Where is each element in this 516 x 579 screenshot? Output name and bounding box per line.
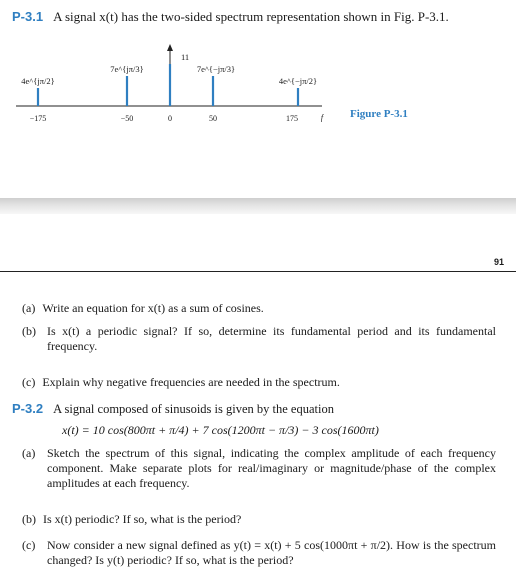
part-label: (a) — [22, 301, 36, 315]
spectrum-plot — [0, 38, 516, 133]
axis-arrow-icon — [167, 44, 173, 51]
part-label: (c) — [22, 375, 36, 389]
page-break-band — [0, 198, 516, 214]
spike-label: 4e^{−jπ/2} — [278, 76, 318, 86]
part-text: Sketch the spectrum of this signal, indicating the complex amplitude of each frequency component. Make separate plots for real/imaginary or magnitude/phase of the complex amplitudes at each frequency. — [47, 446, 496, 490]
p32-part-a — [47, 446, 496, 491]
tick-label: 50 — [209, 114, 217, 123]
p32-part-label-a-wrap — [22, 446, 35, 461]
tick-label: 175 — [286, 114, 298, 123]
p32-part-c — [47, 538, 496, 568]
part-label: (b) — [22, 324, 36, 338]
signal-equation: x(t) = 10 cos(800πt + π/4) + 7 cos(1200πt − π/3) − 3 cos(1600πt) — [62, 423, 379, 437]
part-text: Write an equation for x(t) as a sum of cosines. — [42, 301, 264, 315]
part-c — [22, 375, 340, 390]
tick-label: 0 — [168, 114, 172, 123]
problem-p31-heading — [12, 8, 449, 26]
spike-label: 7e^{jπ/3} — [110, 64, 144, 74]
spectrum-figure — [0, 38, 516, 133]
p32-part-b — [22, 512, 241, 527]
problem-number: P-3.1 — [12, 9, 44, 24]
figure-caption: Figure P-3.1 — [350, 108, 408, 120]
spike-label: 11 — [181, 52, 190, 62]
part-label: (a) — [22, 446, 36, 460]
part-text: Is x(t) a periodic signal? If so, determine its fundamental period and its fundamental frequency. — [47, 324, 496, 353]
part-label-b-wrap — [22, 324, 36, 339]
problem-p32-heading — [12, 400, 334, 418]
p32-part-label-c-wrap — [22, 538, 35, 553]
axis-label-f: f — [320, 113, 324, 122]
part-b — [47, 324, 496, 354]
part-label: (c) — [22, 538, 36, 552]
tick-label: −175 — [29, 114, 47, 123]
part-label: (b) — [22, 512, 36, 526]
part-text: Now consider a new signal defined as y(t) = x(t) + 5 cos(1000πt + π/2). How is the spectrum changed? Is y(t) periodic? If so, what is the period? — [47, 538, 496, 567]
part-text: Is x(t) periodic? If so, what is the period? — [43, 512, 242, 526]
spike-label: 7e^{−jπ/3} — [196, 64, 236, 74]
part-a — [22, 301, 264, 316]
problem-statement: A signal x(t) has the two-sided spectrum representation shown in Fig. P-3.1. — [53, 9, 449, 24]
problem-number: P-3.2 — [12, 401, 44, 416]
spike-label: 4e^{jπ/2} — [21, 76, 55, 86]
header-rule — [0, 271, 516, 272]
problem-statement: A signal composed of sinusoids is given by the equation — [53, 402, 334, 416]
tick-label: −50 — [120, 114, 134, 123]
part-text: Explain why negative frequencies are needed in the spectrum. — [42, 375, 340, 389]
page-number: 91 — [493, 257, 504, 267]
